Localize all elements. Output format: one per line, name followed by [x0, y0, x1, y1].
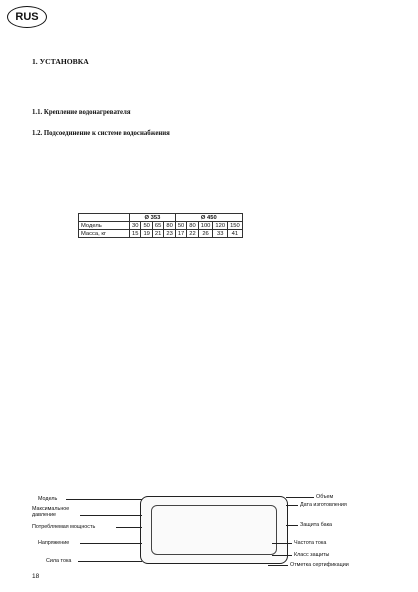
spec-cell: 26	[198, 230, 213, 238]
spec-cell: 19	[141, 230, 152, 238]
section-1-2-paragraph-6	[32, 190, 394, 199]
spec-group-diameter-450: Ø 450	[175, 214, 242, 222]
section-1-2-paragraph-3	[32, 160, 394, 169]
section-1-paragraph-3	[32, 88, 394, 97]
section-1-2-title: 1.2. Подсоединение к системе водоснабжения	[32, 130, 170, 137]
spec-cell: 120	[213, 222, 228, 230]
section-1-1-paragraph-1	[32, 119, 394, 128]
language-badge: RUS	[7, 6, 47, 28]
section-1-2-paragraph-1	[32, 140, 394, 149]
spec-cell: 21	[152, 230, 163, 238]
diagram-label-current: Сила тока	[46, 558, 72, 564]
spec-table-group-row	[79, 214, 243, 222]
rating-plate-panel	[151, 505, 277, 555]
spec-cell: 100	[198, 222, 213, 230]
table-row	[79, 222, 243, 230]
intro-paragraph-2	[32, 47, 394, 56]
spec-group-diameter-353: Ø 353	[130, 214, 176, 222]
spec-cell: 22	[187, 230, 198, 238]
section-1-paragraph-1	[32, 68, 394, 77]
section-1-1-title: 1.1. Крепление водонагревателя	[32, 109, 131, 116]
table-row	[79, 230, 243, 238]
diagram-label-tank-protection: Защита бака	[300, 522, 333, 528]
rating-plate-drawing	[140, 496, 288, 564]
document-body	[32, 37, 394, 238]
diagram-label-max-pressure: Максимальное давление	[32, 506, 70, 518]
spec-cell: 50	[141, 222, 152, 230]
page-number: 18	[32, 573, 40, 580]
spec-cell: 15	[130, 230, 141, 238]
spec-cell: 17	[175, 230, 186, 238]
spec-cell: 50	[175, 222, 186, 230]
spec-cell: 41	[228, 230, 243, 238]
diagram-label-power: Потребляемая мощность	[32, 524, 96, 530]
diagram-label-voltage: Напряжение	[38, 540, 70, 546]
diagram-label-manufacture-date: Дата изготовления	[300, 502, 347, 508]
spec-table	[78, 213, 243, 238]
spec-row-label: Масса, кг	[79, 230, 130, 238]
diagram-label-volume: Объем	[316, 494, 334, 500]
section-1-paragraph-4	[32, 98, 394, 107]
spec-cell: 80	[164, 222, 175, 230]
spec-cell: 30	[130, 222, 141, 230]
intro-paragraph-1	[32, 37, 394, 46]
section-1-2-paragraph-2	[32, 150, 394, 159]
spec-cell: 150	[228, 222, 243, 230]
spec-row-label: Модель	[79, 222, 130, 230]
diagram-label-model: Модель	[38, 496, 58, 502]
section-1-2-paragraph-4	[32, 170, 394, 179]
spec-table-corner	[79, 214, 130, 222]
spec-cell: 65	[152, 222, 163, 230]
diagram-label-certification-mark: Отметка сертификации	[290, 562, 349, 568]
spec-cell: 23	[164, 230, 175, 238]
section-1-2-paragraph-7	[32, 200, 394, 209]
section-1-paragraph-2	[32, 78, 394, 87]
spec-cell: 80	[187, 222, 198, 230]
diagram-label-frequency: Частота тока	[294, 540, 327, 546]
rating-plate-diagram	[32, 492, 394, 572]
section-1-title: 1. УСТАНОВКА	[32, 57, 89, 66]
diagram-label-protection-class: Класс защиты	[294, 552, 330, 558]
section-1-2-paragraph-5	[32, 180, 394, 189]
spec-cell: 33	[213, 230, 228, 238]
